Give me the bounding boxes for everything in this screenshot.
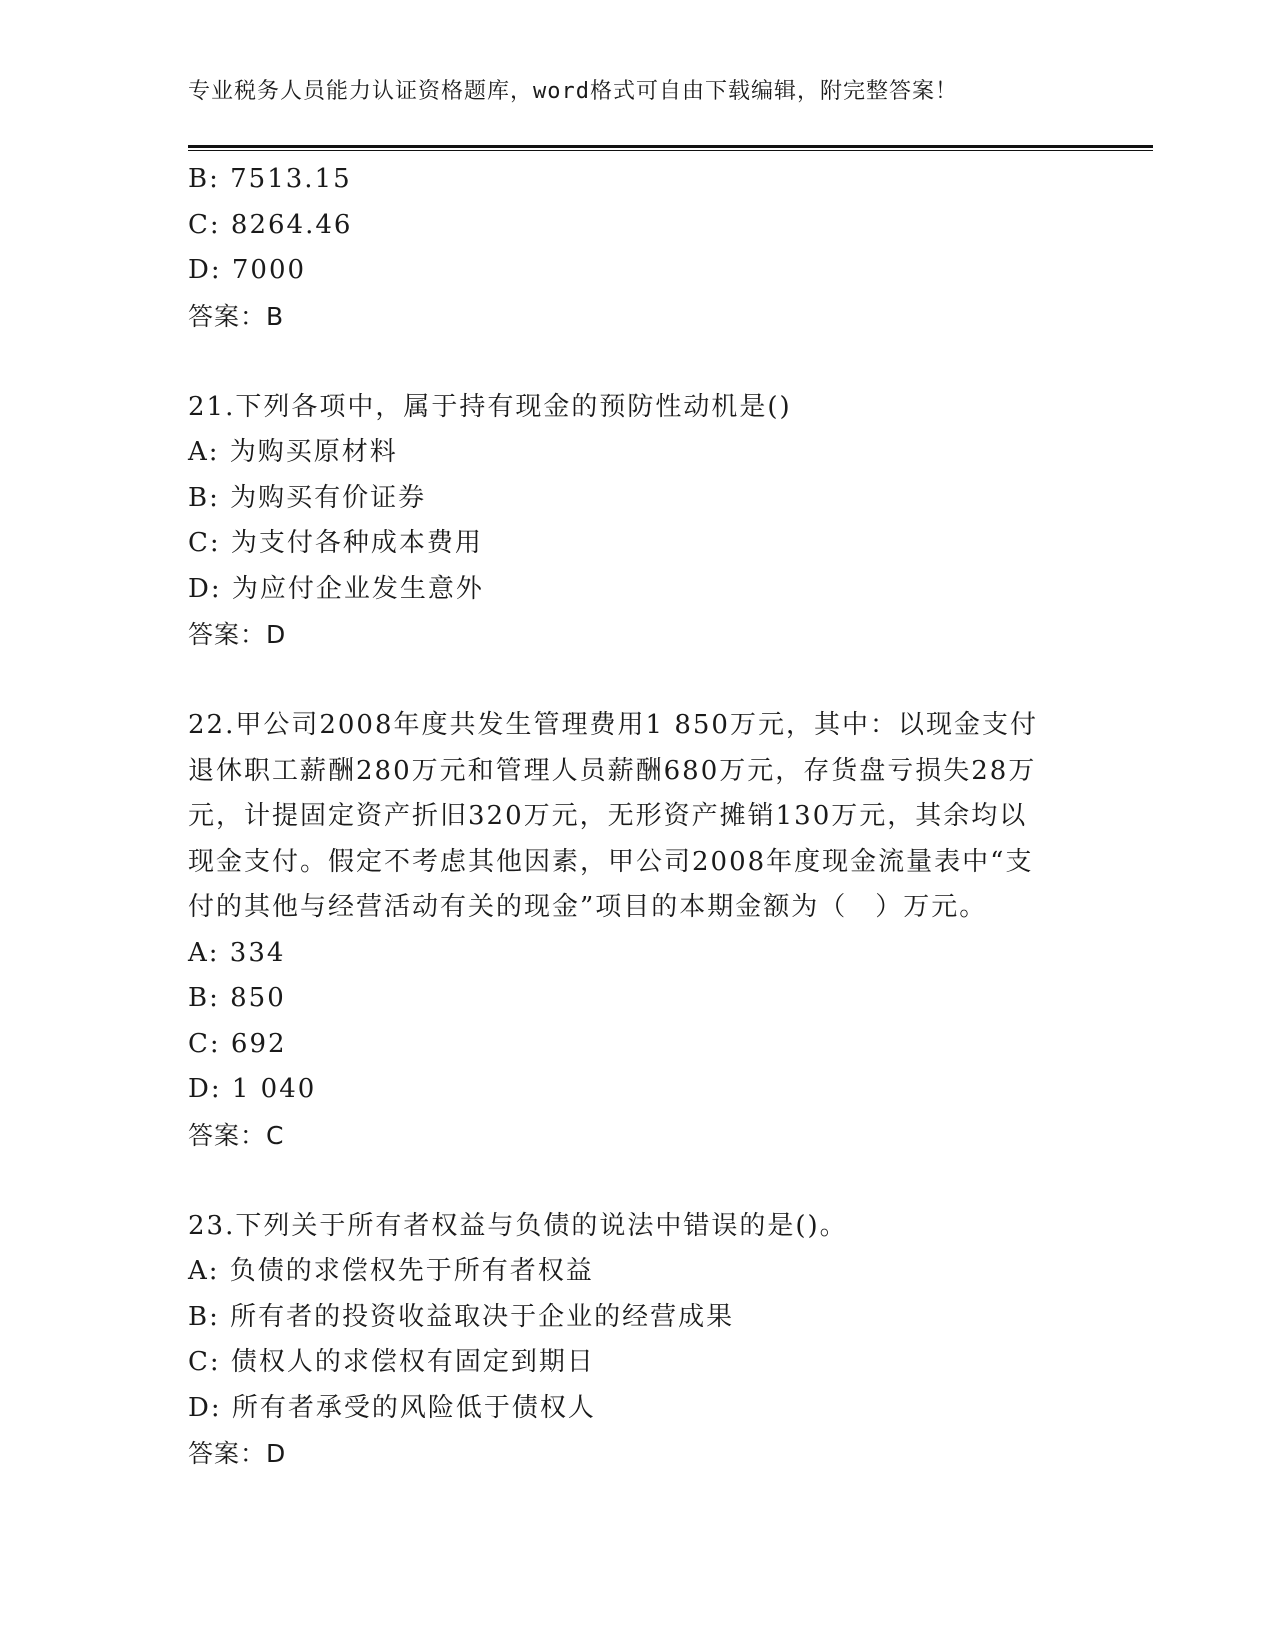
question-20-tail — [188, 157, 1088, 339]
option-c: C: 692 — [188, 1028, 287, 1059]
option-d: D: 所有者承受的风险低于债权人 — [188, 1392, 596, 1423]
question-gap — [188, 658, 1088, 704]
question-content — [188, 157, 1088, 1477]
option-a: A: 为购买原材料 — [188, 437, 398, 467]
question-gap — [188, 1158, 1088, 1204]
question-stem: 21.下列各项中，属于持有现金的预防性动机是() — [188, 391, 792, 422]
question-stem-line: 元，计提固定资产折旧320万元，无形资产摊销130万元，其余均以 — [188, 801, 1028, 831]
option-b: B: 所有者的投资收益取决于企业的经营成果 — [188, 1301, 735, 1332]
question-stem-line: 22.甲公司2008年度共发生管理费用1 850万元，其中：以现金支付 — [188, 710, 1038, 740]
question-gap — [188, 339, 1088, 385]
option-b: B: 7513.15 — [188, 164, 352, 194]
option-c: C: 8264.46 — [188, 209, 353, 240]
question-22 — [188, 703, 1088, 1158]
option-b: B: 为购买有价证券 — [188, 482, 427, 513]
header-rule-thin — [188, 150, 1153, 151]
header-rule-thick — [188, 145, 1153, 148]
answer: 答案：D — [188, 620, 287, 649]
option-b: B: 850 — [188, 983, 286, 1013]
question-stem: 23.下列关于所有者权益与负债的说法中错误的是()。 — [188, 1210, 848, 1241]
option-a: A: 334 — [188, 937, 286, 968]
option-d: D: 7000 — [188, 255, 307, 285]
question-stem-line: 退休职工薪酬280万元和管理人员薪酬680万元，存货盘亏损失28万 — [188, 755, 1037, 786]
answer: 答案：B — [188, 301, 285, 331]
question-21 — [188, 385, 1088, 658]
question-23 — [188, 1204, 1088, 1477]
question-stem-line: 付的其他与经营活动有关的现金”项目的本期金额为（ ）万元。 — [188, 892, 988, 922]
option-a: A: 负债的求偿权先于所有者权益 — [188, 1256, 594, 1286]
option-d: D: 1 040 — [188, 1074, 317, 1104]
page-header: 专业税务人员能力认证资格题库，word格式可自由下载编辑，附完整答案！ — [188, 79, 958, 104]
question-stem-line: 现金支付。假定不考虑其他因素，甲公司2008年度现金流量表中“支 — [188, 846, 1034, 877]
answer: 答案：D — [188, 1439, 287, 1468]
option-d: D: 为应付企业发生意外 — [188, 573, 484, 604]
option-c: C: 为支付各种成本费用 — [188, 528, 483, 558]
option-c: C: 债权人的求偿权有固定到期日 — [188, 1347, 595, 1377]
answer: 答案：C — [188, 1120, 285, 1150]
